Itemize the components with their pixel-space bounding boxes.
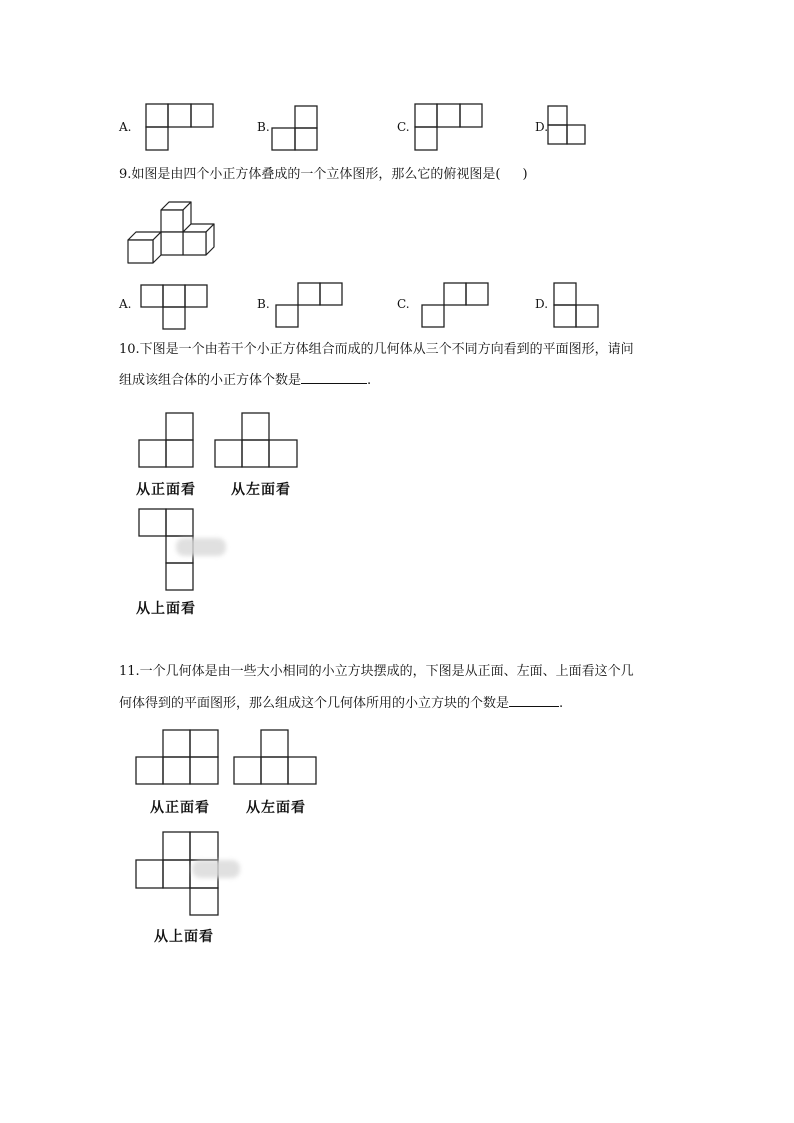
q9-close-paren: ) — [522, 167, 528, 182]
q10-line-2-text: 组成该组合体的小正方体个数是 — [119, 373, 302, 388]
q9-option-b-figure — [275, 282, 345, 328]
q10-caption-left: 从左面看 — [231, 482, 291, 498]
q9-option-d-label[interactable]: D. — [535, 297, 549, 311]
q11-scan-smudge — [192, 860, 240, 878]
q8-option-c-figure — [414, 103, 484, 151]
q8-option-d-figure — [547, 105, 587, 145]
q9-option-a-figure — [140, 284, 208, 330]
q9-option-d-figure — [553, 282, 601, 330]
q9-question — [119, 166, 528, 184]
q8-option-a-figure — [145, 103, 215, 151]
q11-caption-left: 从左面看 — [246, 800, 306, 816]
q10-left-view — [214, 412, 300, 470]
q8-option-d-label[interactable]: D. — [535, 120, 549, 134]
q8-option-c-label[interactable]: C. — [397, 120, 410, 134]
q8-option-a-label[interactable]: A. — [119, 120, 132, 134]
q9-text: 9.如图是由四个小正方体叠成的一个立体图形，那么它的俯视图是( — [119, 167, 501, 182]
q11-left-view — [233, 729, 319, 787]
q11-line-2-end: . — [559, 696, 564, 711]
q10-caption-top: 从上面看 — [136, 601, 196, 617]
q10-scan-smudge — [176, 538, 226, 556]
q9-option-c-figure — [421, 282, 491, 328]
q11-front-view — [135, 729, 221, 787]
q10-line-1: 10.下图是一个由若干个小正方体组合而成的几何体从三个不同方向看到的平面图形，请问 — [119, 342, 634, 357]
q8-option-b-label[interactable]: B. — [257, 120, 270, 134]
q11-caption-front: 从正面看 — [150, 800, 210, 816]
q9-option-a-label[interactable]: A. — [119, 297, 132, 311]
q11-line-2-text: 何体得到的平面图形，那么组成这个几何体所用的小立方块的个数是 — [119, 696, 510, 711]
q10-caption-front: 从正面看 — [136, 482, 196, 498]
q11-line-2 — [119, 695, 563, 713]
q11-caption-top: 从上面看 — [154, 929, 214, 945]
q10-answer-blank[interactable] — [301, 383, 367, 384]
q10-line-2-end: . — [367, 373, 372, 388]
q8-option-b-figure — [271, 105, 319, 151]
q10-line-2 — [119, 372, 371, 390]
q11-line-1: 11.一个几何体是由一些大小相同的小立方块摆成的，下图是从正面、左面、上面看这个几 — [119, 664, 634, 679]
q9-3d-cube-figure — [126, 200, 218, 266]
q11-answer-blank[interactable] — [509, 706, 559, 707]
q9-option-b-label[interactable]: B. — [257, 297, 270, 311]
q10-front-view — [138, 412, 196, 470]
q9-option-c-label[interactable]: C. — [397, 297, 410, 311]
